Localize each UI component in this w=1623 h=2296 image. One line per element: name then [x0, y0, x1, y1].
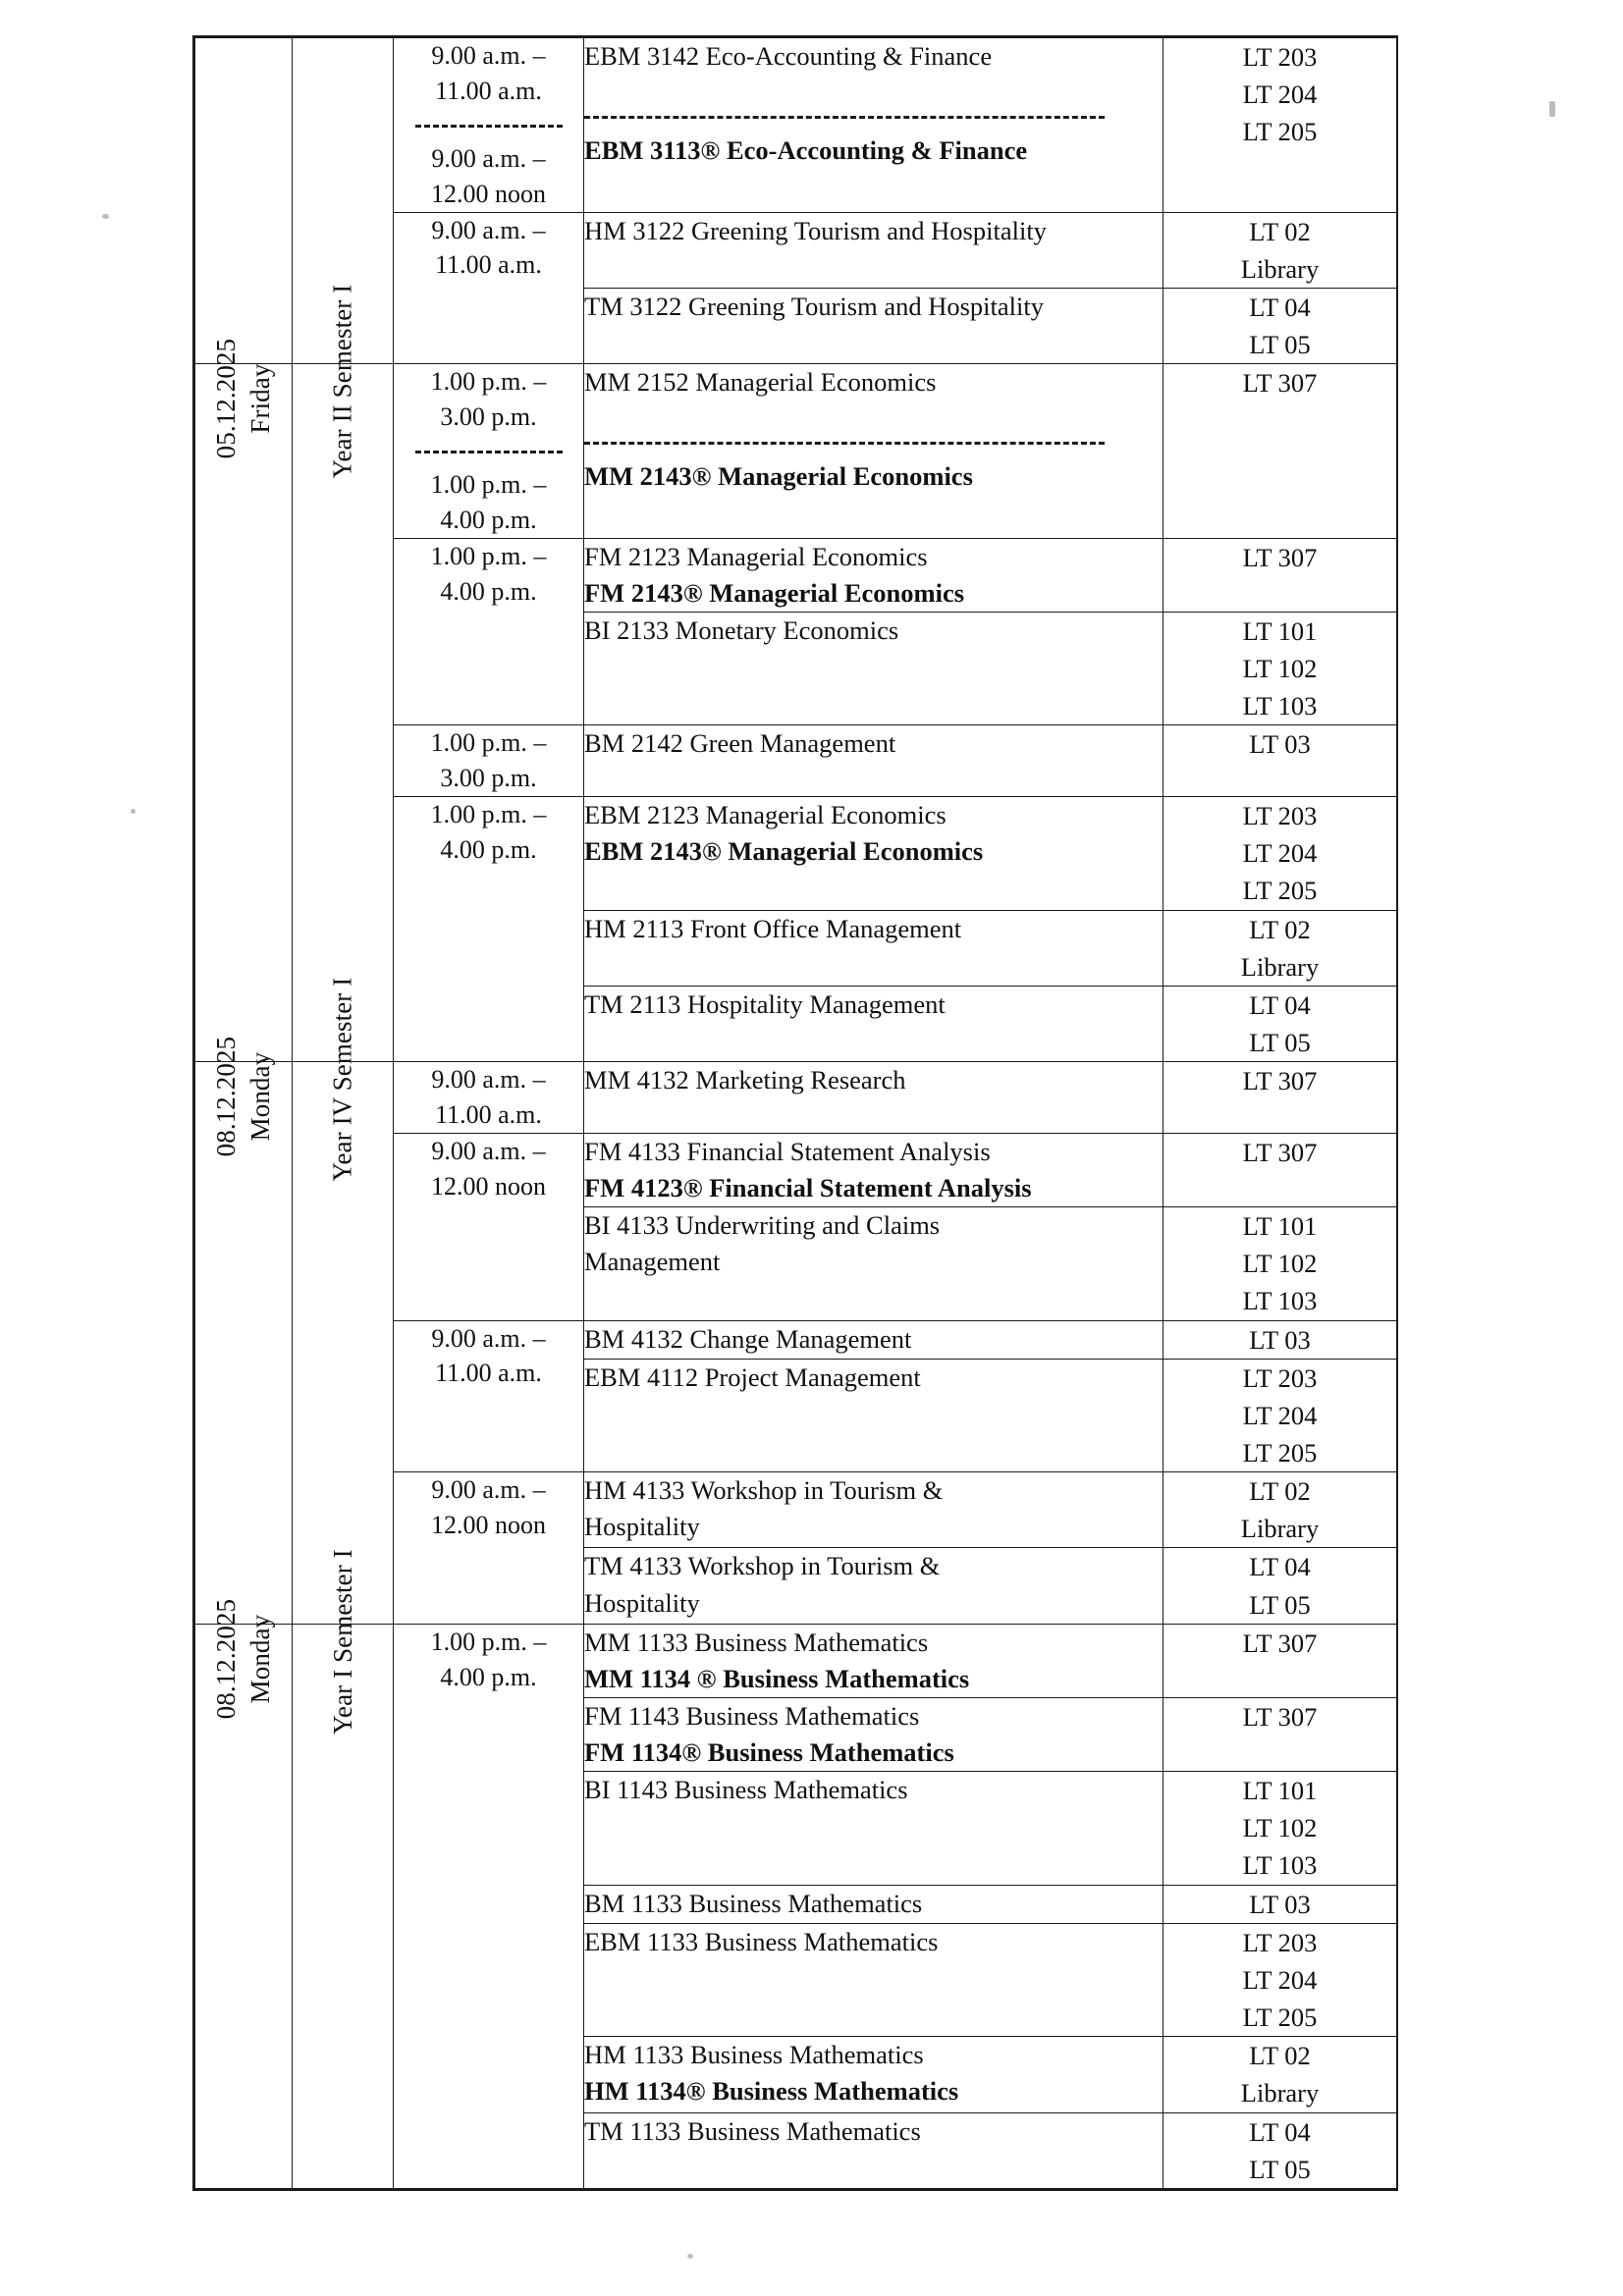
venue-line: LT 307 [1242, 1628, 1318, 1658]
subject-line: HM 2113 Front Office Management [584, 913, 962, 943]
exam-time-line: 12.00 noon [431, 1511, 546, 1540]
subject-cell [584, 1548, 1163, 1624]
subject-line: TM 2113 Hospitality Management [584, 988, 946, 1019]
venue-cell [1163, 1207, 1397, 1320]
subject-line: TM 1133 Business Mathematics [584, 2115, 921, 2146]
venue-line: LT 205 [1242, 2002, 1318, 2033]
subject-cell [584, 1359, 1163, 1471]
exam-time-line-alt: 1.00 p.m. – [430, 469, 547, 499]
exam-date-day: 08.12.2025 [210, 1598, 241, 1720]
venue-cell [1163, 612, 1397, 724]
subject-line: TM 4133 Workshop in Tourism & [584, 1551, 941, 1581]
exam-time-line: 3.00 p.m. [440, 764, 537, 793]
subject-line: HM 3122 Greening Tourism and Hospitality [584, 215, 1047, 245]
exam-time-line: 9.00 a.m. – [431, 41, 546, 70]
subject-line: FM 4133 Financial Statement Analysis [584, 1136, 991, 1166]
subject-cell [584, 538, 1163, 612]
venue-line: LT 204 [1242, 1400, 1318, 1430]
venue-line: LT 05 [1249, 2154, 1311, 2184]
exam-time-cell [394, 1320, 584, 1472]
exam-date-label [209, 1037, 278, 1157]
subject-split-dashed-rule [584, 116, 1105, 119]
subject-cell [584, 2037, 1163, 2112]
scan-speck [131, 809, 135, 814]
exam-time-line: 1.00 p.m. – [430, 800, 547, 829]
subject-cell [584, 364, 1163, 539]
venue-line: Library [1240, 253, 1320, 284]
exam-time-cell [394, 1062, 584, 1134]
venue-line: Library [1240, 2078, 1320, 2109]
exam-time-cell [394, 38, 584, 213]
venue-line: LT 307 [1242, 1137, 1318, 1167]
exam-date-day: 08.12.2025 [210, 1036, 241, 1157]
exam-time-cell [394, 1472, 584, 1625]
scan-speck [687, 2254, 693, 2259]
subject-line: BM 4132 Change Management [584, 1323, 912, 1354]
venue-line: LT 205 [1242, 876, 1318, 906]
venue-cell [1163, 1923, 1397, 2036]
venue-line: LT 04 [1249, 2116, 1311, 2147]
venue-line: LT 102 [1242, 653, 1318, 683]
exam-time-line: 4.00 p.m. [440, 1662, 537, 1691]
exam-date-label [209, 1599, 278, 1720]
venue-line: LT 101 [1242, 1211, 1318, 1242]
exam-time-line: 9.00 a.m. – [431, 1323, 546, 1353]
subject-cell [584, 986, 1163, 1061]
venue-line: Library [1240, 951, 1320, 982]
subject-line-alt: EBM 3113® Eco-Accounting & Finance [584, 135, 1028, 166]
timetable-sheet [192, 35, 1398, 2191]
subject-line: FM 1143 Business Mathematics [584, 1700, 920, 1731]
subject-line: BM 1133 Business Mathematics [584, 1888, 923, 1918]
year-semester-label: Year I Semester I [327, 1548, 357, 1735]
exam-time-line: 4.00 p.m. [440, 834, 537, 864]
subject-line: EBM 2123 Managerial Economics [584, 800, 947, 830]
venue-cell [1163, 1062, 1397, 1134]
venue-cell [1163, 288, 1397, 363]
exam-time-line: 9.00 a.m. – [431, 215, 546, 244]
venue-line: LT 204 [1242, 1964, 1318, 1995]
venue-line: LT 203 [1242, 801, 1318, 831]
exam-time-cell [394, 1133, 584, 1320]
spacer [584, 400, 1163, 426]
venue-cell [1163, 1472, 1397, 1548]
subject-line: BM 2142 Green Management [584, 728, 896, 759]
venue-cell [1163, 1359, 1397, 1471]
table-row [195, 1624, 1397, 1697]
venue-cell [1163, 986, 1397, 1061]
subject-cell [584, 612, 1163, 724]
venue-line: LT 204 [1242, 838, 1318, 869]
venue-line: LT 204 [1242, 80, 1318, 110]
exam-time-cell [394, 797, 584, 1062]
subject-line: BI 4133 Underwriting and Claims [584, 1210, 941, 1241]
subject-line: HM 4133 Workshop in Tourism & [584, 1475, 944, 1506]
venue-line: LT 307 [1242, 1701, 1318, 1732]
year-semester-cell [293, 977, 394, 1625]
venue-cell [1163, 38, 1397, 213]
venue-line: Library [1240, 1514, 1320, 1544]
exam-time-cell [394, 725, 584, 797]
venue-line: LT 02 [1249, 216, 1311, 246]
exam-time-line: 11.00 a.m. [435, 76, 542, 105]
venue-line: LT 02 [1249, 914, 1311, 944]
venue-cell [1163, 910, 1397, 986]
venue-line: LT 03 [1249, 729, 1311, 760]
venue-line: LT 05 [1249, 1589, 1311, 1620]
time-split-dashed-rule [415, 451, 563, 454]
venue-line: LT 307 [1242, 1066, 1318, 1096]
exam-date-cell [195, 338, 293, 1062]
venue-cell [1163, 2112, 1397, 2188]
venue-line: LT 02 [1249, 2041, 1311, 2071]
subject-cell [584, 1062, 1163, 1134]
venue-line: LT 04 [1249, 292, 1311, 322]
venue-line: LT 05 [1249, 329, 1311, 359]
subject-line: MM 1134 ® Business Mathematics [584, 1663, 970, 1693]
year-semester-cell [293, 1548, 394, 2188]
subject-cell [584, 2112, 1163, 2188]
exam-time-line: 9.00 a.m. – [431, 1136, 546, 1165]
exam-date-cell [195, 1598, 293, 2188]
table-row [195, 1062, 1397, 1134]
venue-cell [1163, 1624, 1397, 1697]
subject-line: Hospitality [584, 1512, 700, 1542]
year-semester-label: Year IV Semester I [327, 977, 357, 1182]
year-semester-label: Year II Semester I [327, 284, 357, 479]
venue-cell [1163, 212, 1397, 288]
exam-date-weekday: Monday [245, 1614, 275, 1704]
year-semester-cell [293, 284, 394, 1062]
subject-line: TM 3122 Greening Tourism and Hospitality [584, 291, 1044, 321]
venue-cell [1163, 725, 1397, 797]
exam-date-label [209, 339, 278, 459]
venue-cell [1163, 2037, 1397, 2112]
subject-line: BI 2133 Monetary Economics [584, 614, 899, 645]
venue-line: LT 203 [1242, 1927, 1318, 1957]
exam-date-day: 05.12.2025 [210, 338, 241, 459]
exam-time-line-alt: 12.00 noon [431, 179, 546, 208]
exam-timetable [194, 37, 1397, 2189]
subject-line: MM 4132 Marketing Research [584, 1065, 906, 1095]
venue-line: LT 05 [1249, 1027, 1311, 1057]
subject-line: EBM 1133 Business Mathematics [584, 1926, 939, 1956]
venue-line: LT 04 [1249, 1552, 1311, 1582]
subject-cell [584, 1133, 1163, 1206]
subject-line: FM 4123® Financial Statement Analysis [584, 1172, 1032, 1202]
venue-line: LT 101 [1242, 615, 1318, 646]
exam-date-cell [195, 38, 293, 364]
exam-time-cell [394, 212, 584, 364]
table-row [195, 38, 1397, 213]
subject-cell [584, 1207, 1163, 1320]
subject-line: EBM 2143® Managerial Economics [584, 836, 984, 867]
venue-line: LT 203 [1242, 42, 1318, 72]
exam-date-cell [195, 1036, 293, 1625]
venue-line: LT 101 [1242, 1776, 1318, 1806]
subject-line: EBM 4112 Project Management [584, 1362, 921, 1392]
subject-cell [584, 910, 1163, 986]
exam-time-cell [394, 538, 584, 725]
venue-cell [1163, 1885, 1397, 1923]
subject-cell [584, 1885, 1163, 1923]
subject-cell [584, 212, 1163, 288]
subject-line: EBM 3142 Eco-Accounting & Finance [584, 41, 993, 71]
subject-line: FM 2123 Managerial Economics [584, 541, 928, 571]
table-row [195, 364, 1397, 539]
venue-line: LT 03 [1249, 1324, 1311, 1355]
venue-line: LT 02 [1249, 1476, 1311, 1507]
exam-time-line: 11.00 a.m. [435, 250, 542, 280]
venue-line: LT 04 [1249, 989, 1311, 1020]
subject-cell [584, 38, 1163, 213]
exam-time-line: 9.00 a.m. – [431, 1475, 546, 1505]
venue-line: LT 103 [1242, 1286, 1318, 1316]
venue-line: LT 203 [1242, 1362, 1318, 1393]
exam-time-line: 1.00 p.m. – [430, 541, 547, 570]
exam-time-line: 9.00 a.m. – [431, 1065, 546, 1095]
venue-cell [1163, 538, 1397, 612]
exam-time-line: 1.00 p.m. – [430, 1627, 547, 1656]
exam-date-weekday: Friday [245, 363, 275, 434]
exam-time-line: 4.00 p.m. [440, 576, 537, 606]
subject-line: MM 1133 Business Mathematics [584, 1627, 929, 1657]
exam-time-line: 11.00 a.m. [435, 1100, 542, 1129]
subject-split-dashed-rule [584, 442, 1105, 445]
subject-line-alt: MM 2143® Managerial Economics [584, 461, 973, 492]
exam-date-weekday: Monday [245, 1051, 275, 1142]
exam-time-line: 12.00 noon [431, 1171, 546, 1201]
exam-time-line: 1.00 p.m. – [430, 367, 547, 397]
spacer [584, 75, 1163, 100]
subject-line: FM 1134® Business Mathematics [584, 1737, 954, 1768]
subject-cell [584, 1697, 1163, 1771]
subject-cell [584, 1472, 1163, 1548]
venue-cell [1163, 797, 1397, 910]
subject-cell [584, 1624, 1163, 1697]
subject-line: HM 1133 Business Mathematics [584, 2040, 924, 2070]
venue-line: LT 307 [1242, 542, 1318, 572]
venue-cell [1163, 1772, 1397, 1885]
venue-cell [1163, 1320, 1397, 1359]
subject-cell [584, 288, 1163, 363]
subject-cell [584, 1923, 1163, 2036]
subject-line: Hospitality [584, 1587, 700, 1618]
subject-cell [584, 725, 1163, 797]
exam-time-line: 3.00 p.m. [440, 402, 537, 431]
venue-line: LT 103 [1242, 691, 1318, 721]
exam-time-line: 1.00 p.m. – [430, 728, 547, 758]
exam-time-cell [394, 1624, 584, 2188]
venue-line: LT 102 [1242, 1813, 1318, 1843]
timetable-body [195, 38, 1397, 2189]
venue-line: LT 307 [1242, 368, 1318, 399]
scan-speck [102, 214, 109, 219]
exam-time-line-alt: 9.00 a.m. – [431, 143, 546, 173]
venue-cell [1163, 1548, 1397, 1624]
subject-line: FM 2143® Managerial Economics [584, 577, 965, 608]
venue-line: LT 102 [1242, 1249, 1318, 1279]
subject-line: HM 1134® Business Mathematics [584, 2076, 959, 2107]
venue-line: LT 103 [1242, 1850, 1318, 1881]
exam-time-line-alt: 4.00 p.m. [440, 505, 537, 534]
subject-line: MM 2152 Managerial Economics [584, 367, 937, 398]
subject-line: BI 1143 Business Mathematics [584, 1775, 908, 1805]
venue-cell [1163, 1697, 1397, 1771]
venue-line: LT 205 [1242, 117, 1318, 147]
exam-time-line: 11.00 a.m. [435, 1359, 542, 1388]
subject-cell [584, 1320, 1163, 1359]
scan-speck [1549, 101, 1555, 117]
venue-cell [1163, 364, 1397, 539]
subject-line: Management [584, 1247, 721, 1277]
venue-cell [1163, 1133, 1397, 1206]
subject-cell [584, 797, 1163, 910]
venue-line: LT 03 [1249, 1889, 1311, 1919]
venue-line: LT 205 [1242, 1438, 1318, 1468]
subject-cell [584, 1772, 1163, 1885]
time-split-dashed-rule [415, 125, 563, 128]
exam-time-cell [394, 364, 584, 539]
